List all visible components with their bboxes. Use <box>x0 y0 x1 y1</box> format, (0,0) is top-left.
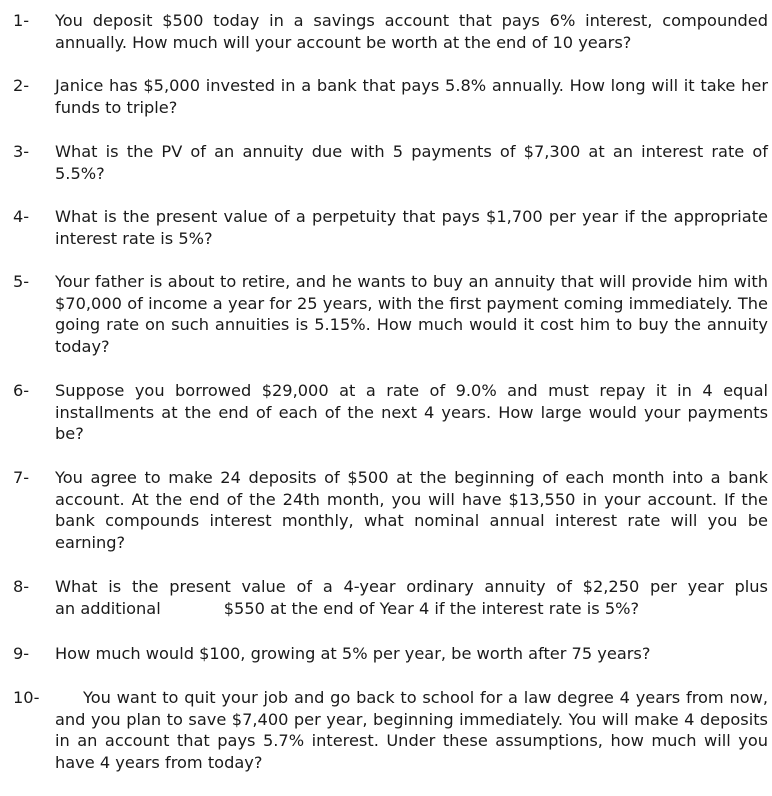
question-10 <box>0 687 772 773</box>
question-number: 8- <box>13 577 30 596</box>
question-9 <box>0 643 772 665</box>
question-text-body: You want to quit your job and go back to school for a law degree 4 years from now, and you plan to save $7,400 per year, beginning immediately. You will make 4 deposits in an account that pays 5.7% interest. Under these assumptions, how much will you have 4 years from today? <box>55 688 768 772</box>
question-text: Your father is about to retire, and he wants to buy an annuity that will provide him with $70,000 of income a year for 25 years, with the first payment coming immediately. The going rate on such annuities is 5.15%. How much would it cost him to buy the annuity today? <box>55 272 768 356</box>
question-number: 4- <box>13 207 30 226</box>
question-number: 9- <box>13 644 30 663</box>
question-number: 6- <box>13 381 30 400</box>
question-text-fragment: an additional <box>55 598 161 618</box>
question-number: 3- <box>13 142 30 161</box>
question-number: 5- <box>13 272 30 291</box>
question-text: How much would $100, growing at 5% per year, be worth after 75 years? <box>55 644 651 663</box>
question-2 <box>0 75 772 118</box>
question-number: 1- <box>13 11 30 30</box>
question-text: Janice has $5,000 invested in a bank that pays 5.8% annually. How long will it take her funds to triple? <box>55 76 768 117</box>
question-text-line-1: What is the present value of a 4-year ordinary annuity of $2,250 per year plus <box>55 577 768 596</box>
question-number: 2- <box>13 76 30 95</box>
question-number: 10- <box>13 688 40 707</box>
question-text: You deposit $500 today in a savings account that pays 6% interest, compounded annually. How much will your account be worth at the end of 10 years? <box>55 11 768 52</box>
question-number: 7- <box>13 468 30 487</box>
question-7 <box>0 467 772 553</box>
question-text: Suppose you borrowed $29,000 at a rate of 9.0% and must repay it in 4 equal installments at the end of each of the next 4 years. How large would your payments be? <box>55 381 768 443</box>
question-6 <box>0 380 772 445</box>
question-text: You agree to make 24 deposits of $500 at the beginning of each month into a bank account. At the end of the 24th month, you will have $13,550 in your account. If the bank compounds interest monthly, what nominal annual interest rate will you be earning? <box>55 468 768 552</box>
question-text-line-2 <box>55 598 768 620</box>
question-text <box>55 576 768 619</box>
question-text <box>55 687 768 773</box>
question-text: What is the PV of an annuity due with 5 payments of $7,300 at an interest rate of 5.5%? <box>55 142 768 183</box>
question-text: What is the present value of a perpetuity that pays $1,700 per year if the appropriate interest rate is 5%? <box>55 207 768 248</box>
question-1 <box>0 10 772 53</box>
question-4 <box>0 206 772 249</box>
question-text-fragment: $550 at the end of Year 4 if the interest rate is 5%? <box>223 598 640 618</box>
question-8 <box>0 576 772 619</box>
question-5 <box>0 271 772 357</box>
question-3 <box>0 141 772 184</box>
